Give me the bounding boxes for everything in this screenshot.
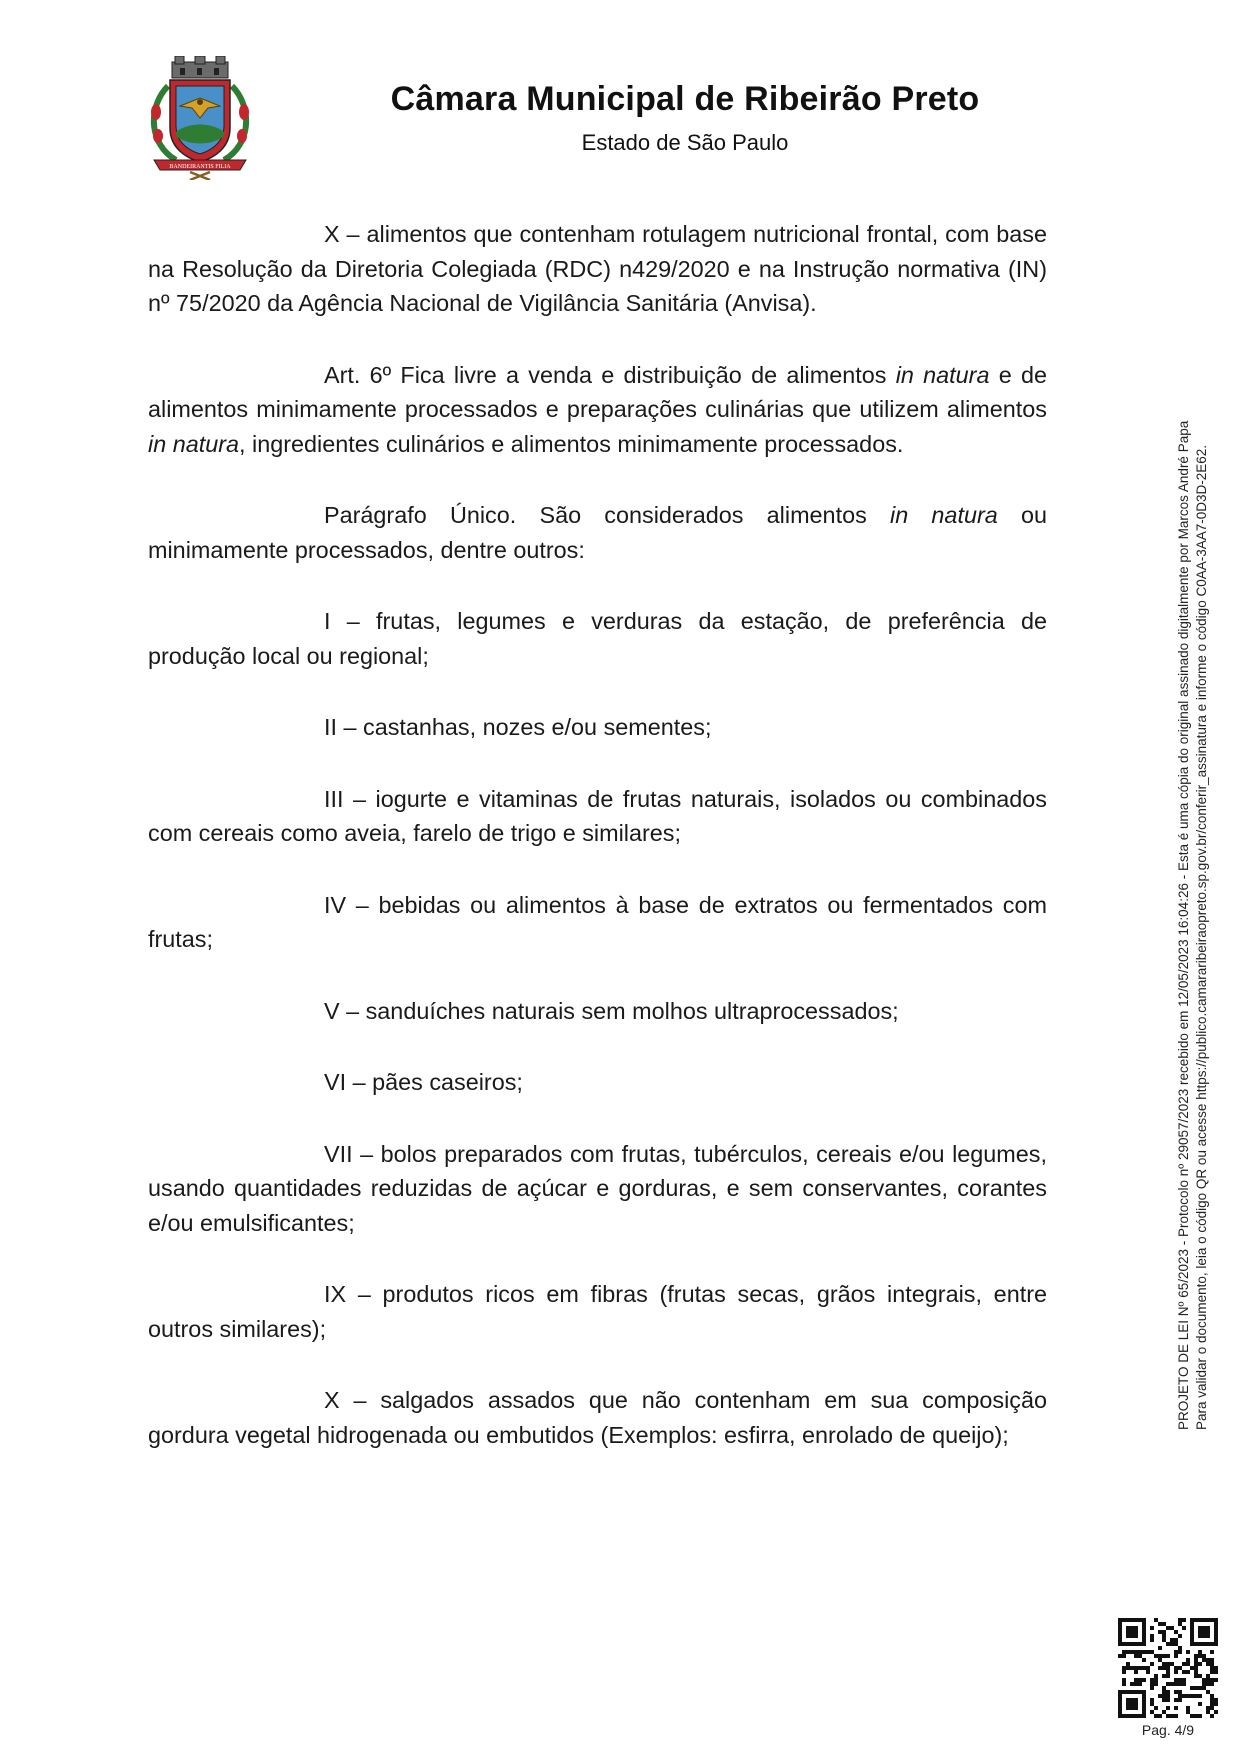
- paragraph-item-iii: III – iogurte e vitaminas de frutas naturais, isolados ou combinados com cereais como aveia, farelo de trigo e similares;: [148, 785, 1047, 846]
- paragraph-item-ix: IX – produtos ricos em fibras (frutas secas, grãos integrais, entre outros similares);: [148, 1281, 1047, 1342]
- text-segment: Art. 6º Fica livre a venda e distribuição de alimentos: [324, 361, 896, 388]
- italic-term: in natura: [895, 361, 990, 388]
- italic-term: in natura: [890, 502, 998, 528]
- text-segment: e de alimentos minimamente processados e preparações culinárias que utilizem alimentos: [148, 361, 1047, 422]
- page-subtitle: Estado de São Paulo: [581, 130, 789, 155]
- text-segment: ou minimamente processados, dentre outros:: [148, 502, 1048, 563]
- paragraph-item-iv: IV – bebidas ou alimentos à base de extratos ou fermentados com frutas;: [148, 891, 1047, 952]
- paragraph-item-v: V – sanduíches naturais sem molhos ultraprocessados;: [324, 997, 899, 1024]
- text-segment: , ingredientes culinários e alimentos minimamente processados.: [239, 430, 904, 457]
- paragraph-paragrafo-unico: [148, 498, 1047, 567]
- paragraph-item-x-salgados: X – salgados assados que não contenham em sua composição gordura vegetal hidrogenada ou embutidos (Exemplos: esfirra, enrolado de queijo);: [148, 1387, 1047, 1448]
- signature-note-line: PROJETO DE LEI Nº 65/2023 - Protocolo nº 29057/2023 recebido em 12/05/2023 16:04:26 - Esta é uma cópia do original assinado digitalmente por Marcos André Papa: [1176, 420, 1191, 1430]
- page-title: Câmara Municipal de Ribeirão Preto: [390, 80, 980, 118]
- italic-term: in natura: [148, 430, 240, 457]
- digital-signature-note: [1175, 350, 1211, 1430]
- paragraph-item-i: I – frutas, legumes e verduras da estação, de preferência de produção local ou regional;: [148, 608, 1047, 669]
- paragraph-item-vii: VII – bolos preparados com frutas, tubérculos, cereais e/ou legumes, usando quantidades reduzidas de açúcar e gorduras, e sem conservantes, corantes e/ou emulsificantes;: [148, 1140, 1047, 1236]
- text-segment: Parágrafo Único. São considerados alimentos: [324, 502, 890, 528]
- paragraph-item-ii: II – castanhas, nozes e/ou sementes;: [324, 714, 712, 740]
- paragraph-art-6: [148, 358, 1047, 462]
- coat-of-arms-motto: BANDEIRANTIS FILIA: [169, 164, 231, 170]
- qr-code[interactable]: [1118, 1618, 1218, 1718]
- paragraph-item-x-rotulagem: X – alimentos que contenham rotulagem nutricional frontal, com base na Resolução da Diretoria Colegiada (RDC) n429/2020 e na Instrução normativa (IN) nº 75/2020 da Agência Nacional de Vigilância Sanitária (Anvisa).: [148, 221, 1047, 316]
- coat-of-arms-logo: [146, 56, 254, 180]
- page-number: Pag. 4/9: [1141, 1722, 1195, 1738]
- paragraph-item-vi: VI – pães caseiros;: [324, 1069, 523, 1095]
- signature-note-line: Para validar o documento, leia o código QR ou acesse https://publico.camararibeiraopreto.sp.gov.br/conferir_assinatura e informe o código C0AA-3AA7-0D3D-2E62.: [1194, 444, 1209, 1430]
- document-body: [148, 217, 1047, 1489]
